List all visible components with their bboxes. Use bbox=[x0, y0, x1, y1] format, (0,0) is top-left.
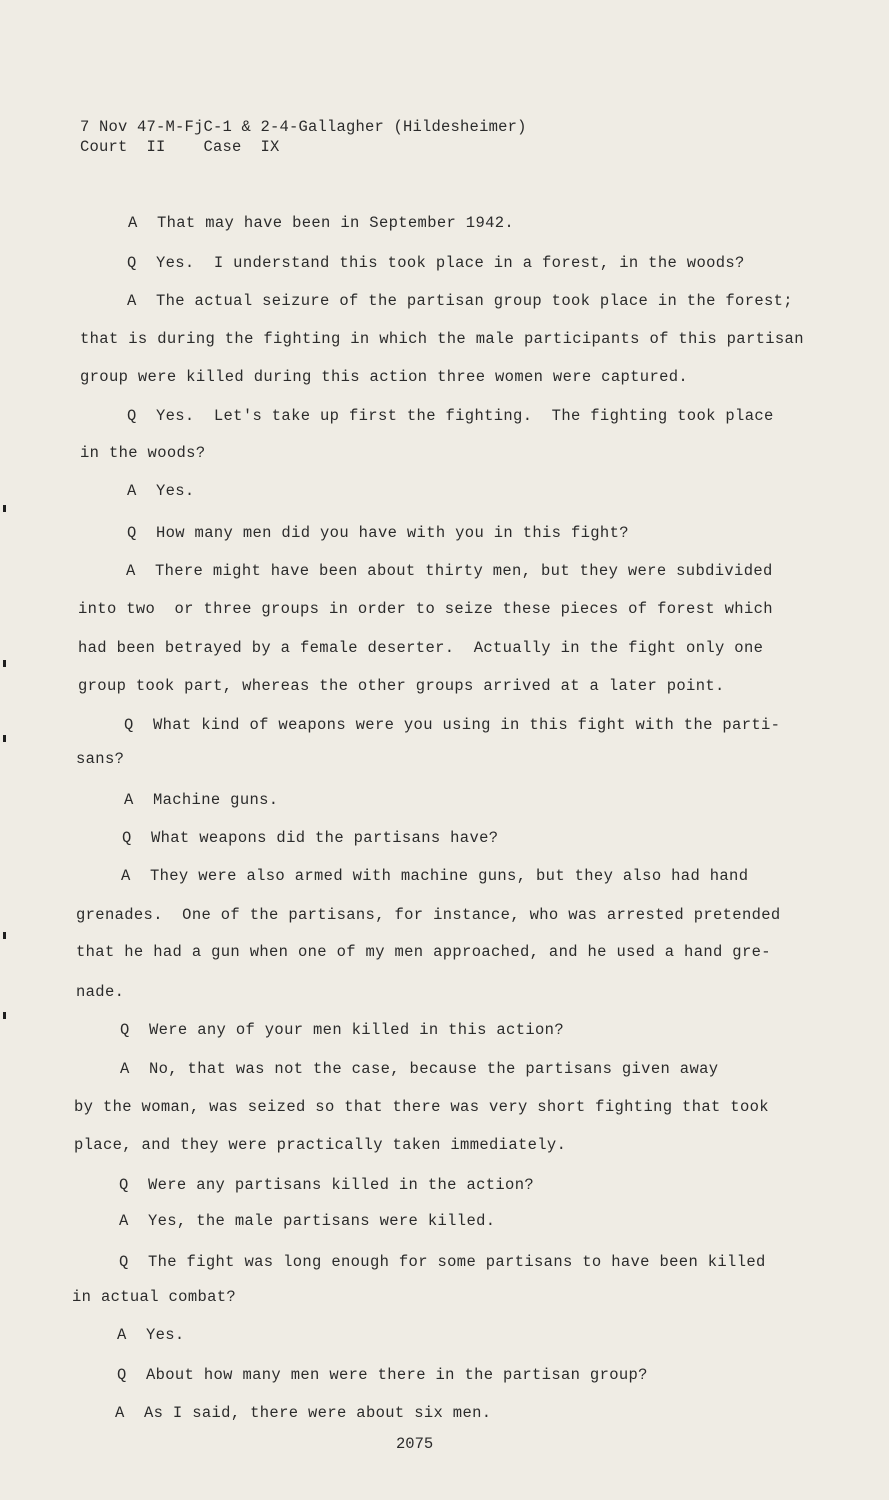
transcript-line: that he had a gun when one of my men approached, and he used a hand gre- bbox=[76, 943, 771, 961]
page-number: 2075 bbox=[396, 1435, 434, 1453]
transcript-line: by the woman, was seized so that there was very short fighting that took bbox=[74, 1098, 769, 1116]
transcript-line: into two or three groups in order to seize these pieces of forest which bbox=[78, 600, 773, 618]
binding-hole-mark bbox=[3, 735, 6, 742]
transcript-line: A They were also armed with machine guns, but they also had hand bbox=[121, 867, 749, 885]
transcript-line: Q Yes. Let's take up first the fighting. The fighting took place bbox=[127, 407, 774, 425]
transcript-line: grenades. One of the partisans, for instance, who was arrested pretended bbox=[76, 906, 781, 924]
transcript-line: Q What weapons did the partisans have? bbox=[122, 829, 499, 847]
transcript-line: Q Were any of your men killed in this action? bbox=[120, 1021, 564, 1039]
header-line-1: 7 Nov 47-M-FjC-1 & 2-4-Gallagher (Hildesheimer) bbox=[80, 118, 527, 136]
transcript-line: group were killed during this action three women were captured. bbox=[80, 368, 689, 386]
header-line-2: Court II Case IX bbox=[80, 138, 280, 156]
binding-hole-mark bbox=[3, 505, 6, 512]
transcript-line: A Yes, the male partisans were killed. bbox=[119, 1212, 496, 1230]
transcript-line: Q The fight was long enough for some partisans to have been killed bbox=[119, 1253, 766, 1271]
transcript-line: A The actual seizure of the partisan group took place in the forest; bbox=[127, 292, 793, 310]
transcript-line: Q How many men did you have with you in this fight? bbox=[127, 524, 629, 542]
transcript-line: A Yes. bbox=[127, 482, 195, 500]
transcript-line: group took part, whereas the other groups arrived at a later point. bbox=[78, 677, 725, 695]
transcript-line: that is during the fighting in which the male participants of this partisan bbox=[80, 330, 804, 348]
transcript-line: Q About how many men were there in the partisan group? bbox=[117, 1366, 648, 1384]
binding-hole-mark bbox=[3, 932, 6, 939]
transcript-line: sans? bbox=[76, 750, 125, 768]
transcript-line: Q Yes. I understand this took place in a forest, in the woods? bbox=[127, 254, 745, 272]
transcript-line: had been betrayed by a female deserter. Actually in the fight only one bbox=[78, 639, 764, 657]
transcript-line: A There might have been about thirty men, but they were subdivided bbox=[126, 562, 773, 580]
transcript-line: Q What kind of weapons were you using in this fight with the parti- bbox=[124, 716, 781, 734]
transcript-line: A Yes. bbox=[117, 1326, 185, 1344]
transcript-line: Q Were any partisans killed in the action? bbox=[119, 1176, 535, 1194]
transcript-line: in the woods? bbox=[80, 444, 206, 462]
transcript-line: A Machine guns. bbox=[124, 791, 279, 809]
transcript-line: nade. bbox=[76, 983, 125, 1001]
transcript-line: A That may have been in September 1942. bbox=[128, 214, 515, 232]
binding-hole-mark bbox=[3, 1012, 6, 1019]
transcript-line: A No, that was not the case, because the partisans given away bbox=[120, 1060, 719, 1078]
transcript-line: place, and they were practically taken immediately. bbox=[74, 1136, 567, 1154]
binding-hole-mark bbox=[3, 660, 6, 667]
transcript-line: in actual combat? bbox=[72, 1288, 237, 1306]
transcript-line: A As I said, there were about six men. bbox=[115, 1404, 492, 1422]
